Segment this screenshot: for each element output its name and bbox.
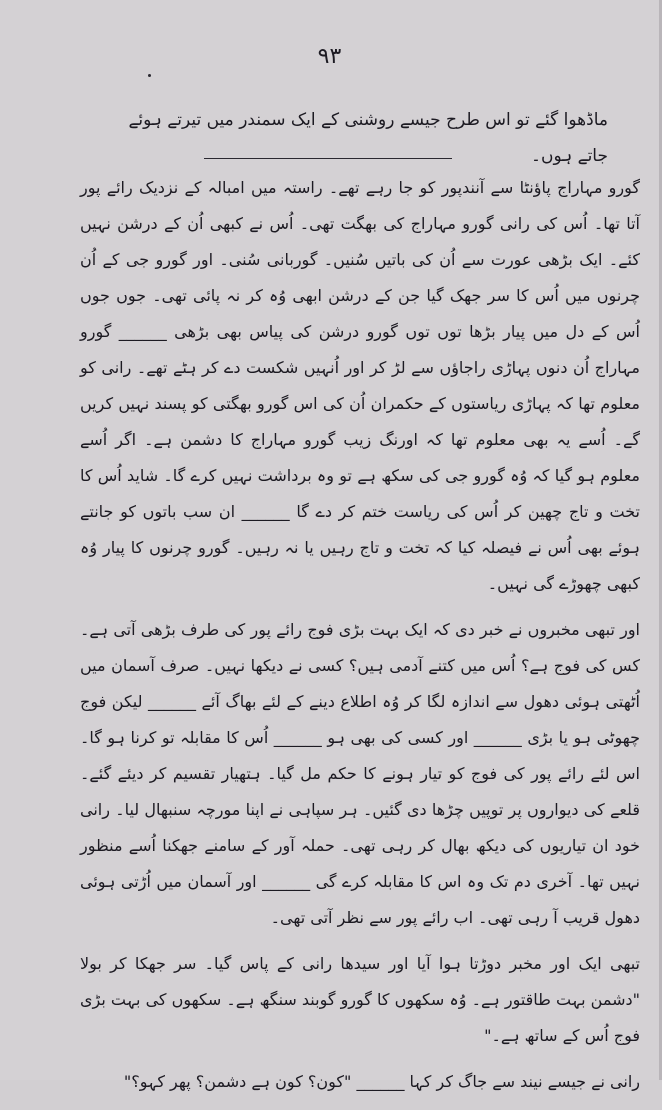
paragraph-2: اور تبھی مخبروں نے خبر دی کہ ایک بہت بڑی فوج رائے پور کی طرف بڑھی آتی ہے۔ کس کی فوج ہے؟ اُس میں کتنے آدمی ہیں؟ کسی نے دیکھا نہیں۔ صرف آسمان میں اُٹھتی ہوئی دھول سے اندازہ لگا کر وُہ اطلاع دینے کے لئے بھاگ آئے ______ لیکن فوج چھوٹی ہو یا بڑی ______ اور کسی کی بھی ہو ______ اُس کا مقابلہ تو کرنا ہو گا۔ اس لئے رائے پور کی فوج کو تیار ہونے کا حکم مل گیا۔ ہتھیار تقسیم کر دیئے گئے۔ قلعے کی دیواروں پر توپیں چڑھا دی گئیں۔ ہر سپاہی نے اپنا مورچہ سنبھال لیا۔ رانی خود ان تیاریوں کی دیکھ بھال کر رہی تھی۔ حملہ آور کے سامنے جھکنا اُسے منظور نہیں تھا۔ آخری دم تک وہ اس کا مقابلہ کرے گی ______ اور آسمان میں اُڑتی ہوئی دھول قریب آ رہی تھی۔ اب رائے پور سے نظر آتی تھی۔ <box>80 620 640 927</box>
closing-line-previous-section: ماڈھوا گئے تو اس طرح جیسے روشنی کے ایک سمندر میں تیرتے ہوئے جاتے ہوں۔ <box>128 110 608 166</box>
paragraph-4: رانی نے جیسے نیند سے جاگ کر کہا ______ "کون؟ کون ہے دشمن؟ پھر کہو؟" <box>123 1072 640 1091</box>
paragraph-1: گورو مہاراج پاؤنٹا سے آنندپور کو جا رہے تھے۔ راستہ میں امبالہ کے نزدیک رائے پور آتا تھا۔ اُس کی رانی گورو مہاراج کی بھگت تھی۔ اُس نے کبھی اُن کے درشن نہیں کئے۔ ایک بڑھی عورت سے اُن کی باتیں سُنیں۔ گوربانی سُنی۔ اور گورو جی کے اُن چرنوں میں اُس کا سر جھک گیا جن کے درشن ابھی وُہ کر نہ پائی تھی۔ جوں جوں اُس کے دل میں پیار بڑھا توں توں گورو درشن کی پیاس بھی بڑھی ______ گورو مہاراج اُن دنوں پہاڑی راجاؤں سے لڑ کر اور اُنہیں شکست دے کر ہٹے تھے۔ رانی کو معلوم تھا کہ پہاڑی ریاستوں کے حکمران اُن کی اس گورو بھگتی کو پسند نہیں کریں گے۔ اُسے یہ بھی معلوم تھا کہ اورنگ زیب گورو مہاراج کا دشمن ہے۔ اگر اُسے معلوم ہو گیا کہ وُہ گورو جی کی سکھ ہے تو وہ برداشت نہیں کرے گا۔ شاید اُس کا تخت و تاج چھین کر اُس کی ریاست ختم کر دے گا ______ ان سب باتوں کو جانتے ہوئے بھی اُس نے فیصلہ کیا کہ تخت و تاج رہیں یا نہ رہیں۔ گورو چرنوں کا پیار وُہ کبھی چھوڑے گی نہیں۔ <box>80 178 640 593</box>
page-number: ٩٣ <box>317 44 342 69</box>
section-divider <box>204 158 452 159</box>
chapter-body <box>80 170 640 1110</box>
paragraph-3: تبھی ایک اور مخبر دوڑتا ہوا آیا اور سیدھا رانی کے پاس گیا۔ سر جھکا کر بولا "دشمن بہت طاقتور ہے۔ وُہ سکھوں کا گورو گوبند سنگھ ہے۔ سکھوں کی بہت بڑی فوج اُس کے ساتھ ہے۔" <box>80 954 640 1045</box>
ink-speck <box>148 74 151 77</box>
